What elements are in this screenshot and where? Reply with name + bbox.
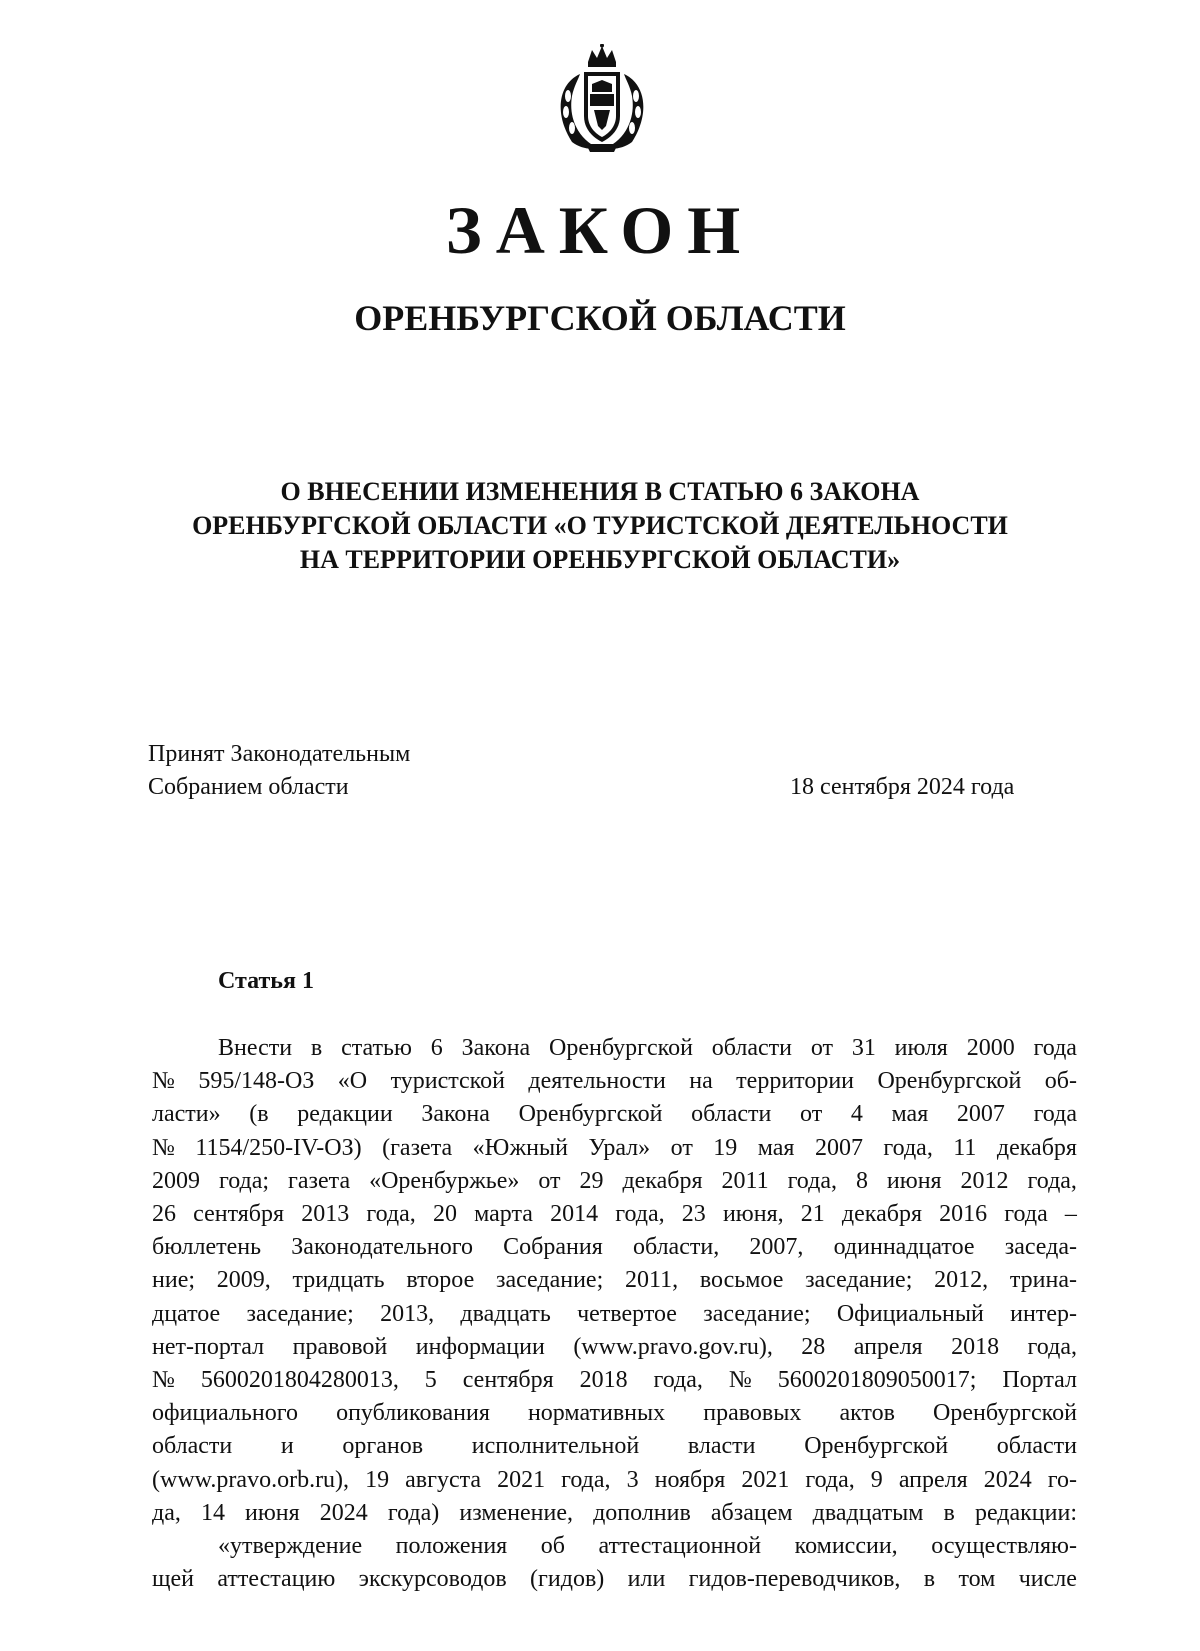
body-word: Законодательного	[291, 1234, 473, 1261]
body-word: года;	[218, 1167, 270, 1194]
body-word: двадцать	[460, 1300, 551, 1327]
law-subject-line: НА ТЕРРИТОРИИ ОРЕНБУРГСКОЙ ОБЛАСТИ»	[299, 545, 901, 574]
body-text-line	[152, 1098, 1077, 1131]
body-word: года,	[561, 1466, 611, 1493]
body-word: декабря	[841, 1201, 922, 1228]
adoption-line: Собранием области	[148, 774, 349, 800]
body-word: 28	[801, 1333, 826, 1360]
body-word: статью	[341, 1035, 412, 1061]
body-word: 2024	[319, 1499, 368, 1526]
body-word: апреля	[853, 1333, 923, 1360]
body-word: интер-	[1010, 1300, 1077, 1327]
body-word: об	[540, 1533, 565, 1560]
body-word: второе	[406, 1267, 475, 1294]
body-word: 2009,	[216, 1267, 271, 1294]
body-word: комиссии,	[794, 1533, 898, 1560]
body-word: 3	[626, 1466, 639, 1493]
body-word: туристской	[390, 1068, 505, 1095]
body-word: дополнив	[593, 1499, 691, 1526]
body-word: заседание;	[246, 1300, 354, 1327]
body-word: трина-	[1009, 1267, 1077, 1294]
body-word: 14	[200, 1499, 225, 1526]
body-word: 31	[851, 1035, 876, 1061]
body-word: исполнительной	[471, 1433, 640, 1460]
body-text-line	[152, 1331, 1077, 1364]
body-word: 2011	[721, 1167, 769, 1194]
body-word: 1154/250-IV-ОЗ)	[195, 1134, 362, 1161]
body-word: Урал»	[588, 1134, 651, 1161]
body-word: в	[923, 1566, 936, 1593]
body-word: редакции:	[974, 1499, 1077, 1526]
body-word: 2007,	[749, 1234, 804, 1261]
body-word: Оренбургской	[933, 1400, 1077, 1427]
body-word: 2013,	[380, 1300, 435, 1327]
body-word: 2016	[939, 1201, 988, 1228]
body-word: аттестацию	[217, 1566, 336, 1593]
body-word: редакции	[297, 1101, 393, 1128]
body-word: Внести	[218, 1035, 293, 1061]
body-word: №	[152, 1367, 175, 1394]
body-word: деятельности	[528, 1068, 666, 1095]
body-word: 5600201804280013,	[200, 1367, 399, 1394]
body-word: Собрания	[503, 1234, 603, 1261]
body-word: Оренбургской	[877, 1068, 1022, 1095]
body-word: Оренбургской	[518, 1101, 663, 1128]
body-text-line	[152, 1563, 1077, 1596]
body-word: гидов-переводчиков,	[688, 1566, 901, 1593]
body-word: на	[689, 1068, 713, 1095]
body-word: (www.pravo.gov.ru),	[573, 1333, 773, 1360]
body-word: заседание;	[703, 1300, 811, 1327]
body-word: года	[1004, 1201, 1048, 1228]
adoption-statement	[148, 738, 410, 804]
body-word: от	[810, 1035, 833, 1061]
body-word: ние;	[152, 1267, 196, 1294]
body-text-line	[152, 1198, 1077, 1231]
body-word: 595/148-ОЗ	[198, 1068, 315, 1095]
body-word: актов	[839, 1400, 895, 1427]
body-word: года	[1033, 1035, 1077, 1061]
body-word: 29	[579, 1167, 604, 1194]
body-word: года	[1033, 1101, 1077, 1128]
body-word: аттестационной	[598, 1533, 762, 1560]
body-word: года,	[1027, 1167, 1077, 1194]
body-word: года,	[615, 1201, 665, 1228]
law-subject	[120, 475, 1080, 577]
body-word: мая	[891, 1101, 929, 1128]
body-word: Закона	[461, 1035, 531, 1061]
body-word: правовой	[292, 1333, 388, 1360]
body-word: органов	[342, 1433, 424, 1460]
body-text-line	[152, 1298, 1077, 1331]
body-word: Официальный	[836, 1300, 984, 1327]
body-word: 20	[432, 1201, 457, 1228]
body-word: августа	[405, 1466, 482, 1493]
body-word: года,	[1027, 1333, 1077, 1360]
body-word: года,	[787, 1167, 837, 1194]
body-word: заседание;	[805, 1267, 913, 1294]
body-word: декабря	[996, 1134, 1077, 1161]
body-word: сентября	[193, 1201, 285, 1228]
body-word: 9	[870, 1466, 883, 1493]
body-word: 8	[855, 1167, 868, 1194]
body-text-line	[152, 1231, 1077, 1264]
body-text-line	[152, 1165, 1077, 1198]
body-word: декабря	[622, 1167, 703, 1194]
body-word: «О	[337, 1068, 368, 1095]
law-title: ЗАКОН	[445, 192, 755, 268]
body-word: заседание;	[495, 1267, 604, 1294]
body-word: об-	[1044, 1068, 1077, 1095]
body-word: №	[152, 1134, 175, 1161]
body-text-line	[152, 1032, 1077, 1065]
body-word: мая	[757, 1134, 795, 1161]
body-word: нет-портал	[152, 1333, 265, 1360]
body-word: 21	[800, 1201, 825, 1228]
body-word: 2007	[814, 1134, 863, 1161]
body-word: 2021	[497, 1466, 546, 1493]
body-word: (гидов)	[530, 1566, 605, 1593]
body-word: 5	[424, 1367, 437, 1394]
body-word: Оренбургской	[804, 1433, 949, 1460]
body-word: области	[691, 1101, 772, 1128]
body-word: 19	[365, 1466, 390, 1493]
body-word: двадцатым	[812, 1499, 924, 1526]
body-word: официального	[152, 1400, 298, 1427]
body-text-line	[152, 1397, 1077, 1430]
article-heading: Статья 1	[218, 968, 314, 994]
body-word: «Оренбуржье»	[369, 1167, 520, 1194]
body-word: бюллетень	[152, 1234, 262, 1261]
body-word: года,	[653, 1367, 703, 1394]
body-word: области	[152, 1433, 233, 1460]
coat-of-arms-icon	[550, 44, 654, 156]
body-word: да,	[152, 1499, 181, 1526]
body-word: тридцать	[292, 1267, 385, 1294]
region-title: ОРЕНБУРГСКОЙ ОБЛАСТИ	[354, 298, 846, 338]
adoption-line: Принят Законодательным	[148, 741, 411, 767]
body-word: «Южный	[472, 1134, 568, 1161]
body-word: области	[996, 1433, 1077, 1460]
body-text-line	[152, 1364, 1077, 1397]
body-word: ноября	[654, 1466, 726, 1493]
body-word: 11	[953, 1134, 977, 1161]
body-word: абзацем	[710, 1499, 793, 1526]
body-word: в	[943, 1499, 955, 1526]
body-word: и	[280, 1433, 294, 1460]
adoption-date: 18 сентября 2024 года	[790, 774, 1015, 800]
body-word: 23	[681, 1201, 706, 1228]
body-word: или	[627, 1566, 666, 1593]
body-word: области	[711, 1035, 792, 1061]
body-word: июня	[886, 1167, 942, 1194]
body-word: 2007	[956, 1101, 1005, 1128]
body-word: сентября	[462, 1367, 554, 1394]
body-word: июля	[894, 1035, 948, 1061]
body-text-line	[152, 1497, 1077, 1530]
body-word: го-	[1047, 1466, 1077, 1493]
body-word: (в	[249, 1101, 269, 1128]
body-word: 2024	[983, 1466, 1032, 1493]
body-word: информации	[415, 1333, 545, 1360]
body-word: №	[728, 1367, 752, 1394]
article-body	[152, 1032, 1077, 1596]
body-word: Портал	[1002, 1367, 1077, 1394]
body-word: положения	[395, 1533, 508, 1560]
body-text-line	[152, 1530, 1077, 1563]
body-word: 26	[152, 1201, 176, 1228]
body-word: 2012	[960, 1167, 1009, 1194]
body-word: экскурсоводов	[358, 1566, 507, 1593]
body-word: 2014	[550, 1201, 599, 1228]
body-word: (www.pravo.orb.ru),	[152, 1466, 350, 1493]
body-word: восьмое	[699, 1267, 784, 1294]
body-word: 2018	[951, 1333, 1000, 1360]
body-word: от	[538, 1167, 561, 1194]
body-word: апреля	[898, 1466, 968, 1493]
body-word: четвертое	[577, 1300, 677, 1327]
body-word: изменение,	[459, 1499, 574, 1526]
body-word: газета	[288, 1167, 351, 1194]
body-word: 2009	[152, 1167, 200, 1194]
body-word: года,	[883, 1134, 933, 1161]
body-word: 5600201809050017;	[777, 1367, 977, 1394]
body-word: года,	[366, 1201, 416, 1228]
body-word: 6	[430, 1035, 443, 1061]
body-text-line	[152, 1264, 1077, 1297]
body-word: области,	[632, 1234, 720, 1261]
body-word: Оренбургской	[549, 1035, 693, 1061]
body-word: территории	[736, 1068, 855, 1095]
body-word: заседа-	[1004, 1234, 1077, 1261]
body-word: правовых	[703, 1400, 802, 1427]
body-word: года)	[387, 1499, 440, 1526]
body-word: от	[670, 1134, 693, 1161]
body-text-line	[152, 1430, 1077, 1463]
body-word: 4	[850, 1101, 863, 1128]
body-word: июня	[245, 1499, 300, 1526]
law-subject-line: ОРЕНБУРГСКОЙ ОБЛАСТИ «О ТУРИСТСКОЙ ДЕЯТЕЛЬНОСТИ	[192, 511, 1008, 540]
body-word: 2013	[301, 1201, 350, 1228]
body-word: марта	[474, 1201, 533, 1228]
body-word: 2011,	[625, 1267, 679, 1294]
body-word: том	[958, 1566, 996, 1593]
body-word: июня,	[722, 1201, 784, 1228]
body-word: –	[1064, 1201, 1077, 1228]
body-word: ласти»	[152, 1101, 221, 1128]
body-word: Закона	[421, 1101, 490, 1128]
body-word: (газета	[382, 1134, 453, 1161]
body-word: №	[152, 1068, 175, 1095]
body-word: осуществляю-	[931, 1533, 1077, 1560]
body-word: 19	[713, 1134, 738, 1161]
body-word: 2021	[741, 1466, 790, 1493]
body-word: щей	[152, 1566, 194, 1593]
body-word: от	[800, 1101, 823, 1128]
body-word: 2012,	[934, 1267, 989, 1294]
body-word: числе	[1018, 1566, 1077, 1593]
body-word: дцатое	[152, 1300, 221, 1327]
body-word: власти	[687, 1433, 756, 1460]
body-word: нормативных	[527, 1400, 666, 1427]
body-text-line	[152, 1132, 1077, 1165]
body-word: 2018	[579, 1367, 628, 1394]
body-word: «утверждение	[218, 1533, 363, 1560]
body-word: одиннадцатое	[833, 1234, 975, 1261]
body-text-line	[152, 1464, 1077, 1497]
body-text-line	[152, 1065, 1077, 1098]
body-word: опубликования	[336, 1400, 490, 1427]
body-word: 2000	[966, 1035, 1015, 1061]
body-word: в	[310, 1035, 323, 1061]
law-subject-line: О ВНЕСЕНИИ ИЗМЕНЕНИЯ В СТАТЬЮ 6 ЗАКОНА	[280, 477, 920, 506]
body-word: года,	[805, 1466, 855, 1493]
